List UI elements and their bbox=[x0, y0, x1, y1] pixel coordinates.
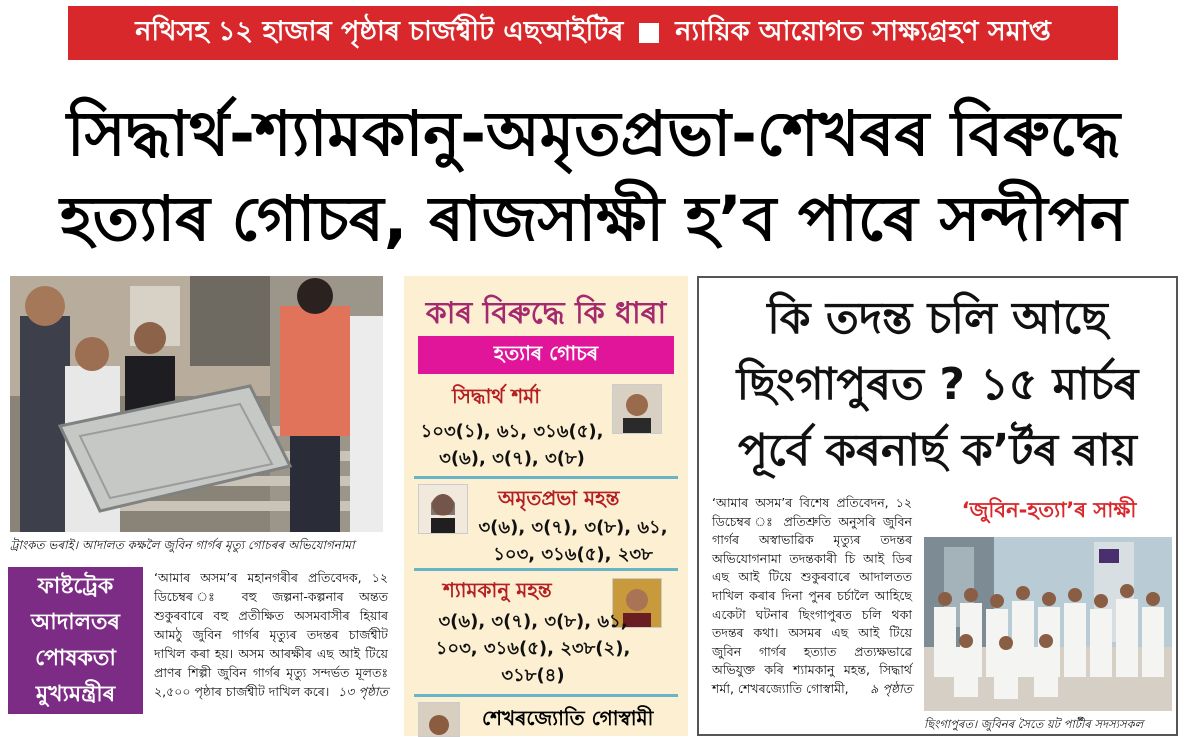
sections-line: ১০৩, ৩১৬(৫), ২৩৮(২), bbox=[435, 638, 631, 659]
yacht-party-photo bbox=[924, 537, 1172, 711]
box-line: ফাষ্টট্ৰেক bbox=[37, 573, 114, 599]
accused-portrait bbox=[418, 702, 460, 737]
accused-name: শ্যামকানু মহন্ত bbox=[443, 578, 552, 602]
strip-text-left: নথিসহ ১২ হাজাৰ পৃষ্ঠাৰ চাৰ্জশ্বীট এছআইটিৰ bbox=[135, 15, 624, 47]
sections-line: ১০৩, ৩১৬(৫), ২৩৮ bbox=[493, 544, 653, 565]
accused-sections bbox=[408, 608, 658, 689]
divider bbox=[414, 694, 678, 697]
headline-line: কি তদন্ত চলি আছে bbox=[767, 293, 1108, 344]
page-reference-link[interactable]: ৯ পৃষ্ঠাত bbox=[870, 680, 912, 696]
charges-panel-title: কাৰ বিৰুদ্ধে কি ধাৰা bbox=[425, 296, 667, 331]
sections-line: ৩১৮(৪) bbox=[501, 665, 565, 686]
accused-name: শেখৰজ্যোতি গোস্বামী bbox=[482, 706, 654, 730]
headline-line: পূৰ্বে কৰনাৰ্ছ ক’ৰ্টৰ ৰায় bbox=[738, 425, 1137, 476]
singapore-headline bbox=[699, 286, 1176, 484]
sections-line: ৩(৬), ৩(৭), ৩(৮), ৬১, bbox=[438, 611, 628, 632]
headline-line: ছিংগাপুৰত ? ১৫ মাৰ্চৰ bbox=[736, 359, 1139, 410]
left-story-text: ‘আমাৰ অসম’ৰ মহানগৰীৰ প্ৰতিবেদক, ১২ ডিচেম্বৰ ঃ বহু জল্পনা-কল্পনাৰ অন্তত শুকুৰবাৰে বহু প্ৰতীক্ষিত অসমবাসীৰ হিয়াৰ আমঠু জুবিন গাৰ্গৰ মৃত্যুৰ তদন্তৰ চাৰ্জশ্বীট দাখিল কৰা হয়। অসম আৰক্ষীৰ এছ আই টিয়ে প্ৰাণৰ শিল্পী জুবিন গাৰ্গৰ মৃত্যু সন্দৰ্ভত মূলতঃ ২,৫০০ পৃষ্ঠাৰ চাৰ্জশ্বীট দাখিল কৰে। bbox=[154, 570, 388, 699]
divider bbox=[414, 568, 678, 571]
strip-text-right: ন্যায়িক আয়োগত সাক্ষ্যগ্ৰহণ সমাপ্ত bbox=[675, 15, 1051, 47]
box-line: পোষকতা bbox=[35, 645, 116, 671]
right-story bbox=[712, 494, 912, 699]
box-line: মুখ্যমন্ত্ৰীৰ bbox=[35, 681, 116, 707]
sections-line: ৩(৬), ৩(৭), ৩(৮) bbox=[439, 448, 585, 469]
divider bbox=[414, 476, 678, 479]
photo-caption: ছিংগাপুৰত। জুবিনৰ সৈতে য়ট পাৰ্টীৰ সদস্যসকল bbox=[924, 717, 1144, 731]
accused-portrait bbox=[612, 384, 662, 434]
photo-caption: ট্ৰাংকত ভৰাই। আদালত কক্ষলৈ জুবিন গাৰ্গৰ মৃত্যু গোচৰৰ অভিযোগনামা bbox=[10, 538, 355, 552]
top-news-strip bbox=[68, 6, 1118, 60]
courtroom-trunk-photo bbox=[10, 276, 383, 532]
accused-sections bbox=[462, 514, 684, 568]
accused-sections bbox=[408, 418, 616, 472]
witness-title: ‘জুবিন-হত্যা’ৰ সাক্ষী bbox=[961, 498, 1137, 522]
main-headline-line-2: হত্যাৰ গোচৰ, ৰাজসাক্ষী হ’ব পাৰে সন্দীপন bbox=[60, 182, 1127, 255]
right-story-text: ‘আমাৰ অসম’ৰ বিশেষ প্ৰতিবেদন, ১২ ডিচেম্বৰ ঃ প্ৰতিশ্ৰুতি অনুসৰি জুবিন গাৰ্গৰ অস্বাভাৱিক মৃত্যুৰ তদন্তৰ অভিযোগনামা তদন্তকাৰী চি আই ডিৰ এছ আই টিয়ে শুকুৰবাৰে আদালতত দাখিল কৰাৰ দিনা পুনৰ চৰ্চালৈ আহিছে একেটা ঘটনাৰ ছিংগাপুৰত চলি থকা তদন্তৰ কথা। অসমৰ এছ আই টিয়ে জুবিন গাৰ্গৰ হত্যাত প্ৰত্যক্ষভাৱে অভিযুক্ত কৰি শ্যামকানু মহন্ত, সিদ্ধাৰ্থ শৰ্মা, শেখৰজ্যোতি গোস্বামী, bbox=[712, 495, 912, 696]
sections-line: ৩(৬), ৩(৭), ৩(৮), ৬১, bbox=[478, 517, 668, 538]
sections-line: ১০৩(১), ৬১, ৩১৬(৫), bbox=[420, 421, 604, 442]
murder-case-banner: হত্যাৰ গোচৰ bbox=[418, 336, 674, 374]
accused-name: সিদ্ধাৰ্থ শৰ্মা bbox=[452, 384, 541, 408]
fasttrack-court-box bbox=[8, 567, 143, 714]
left-story bbox=[154, 568, 388, 701]
accused-name: অমৃতপ্ৰভা মহন্ত bbox=[498, 486, 620, 510]
square-separator-icon bbox=[639, 23, 659, 43]
main-headline-line-1: সিদ্ধাৰ্থ-শ্যামকানু-অমৃতপ্ৰভা-শেখৰৰ বিৰুদ্ধে bbox=[66, 97, 1121, 170]
box-line: আদালতৰ bbox=[31, 609, 120, 635]
page-reference-link[interactable]: ১৩ পৃষ্ঠাত bbox=[338, 684, 388, 699]
accused-portrait bbox=[418, 484, 468, 534]
